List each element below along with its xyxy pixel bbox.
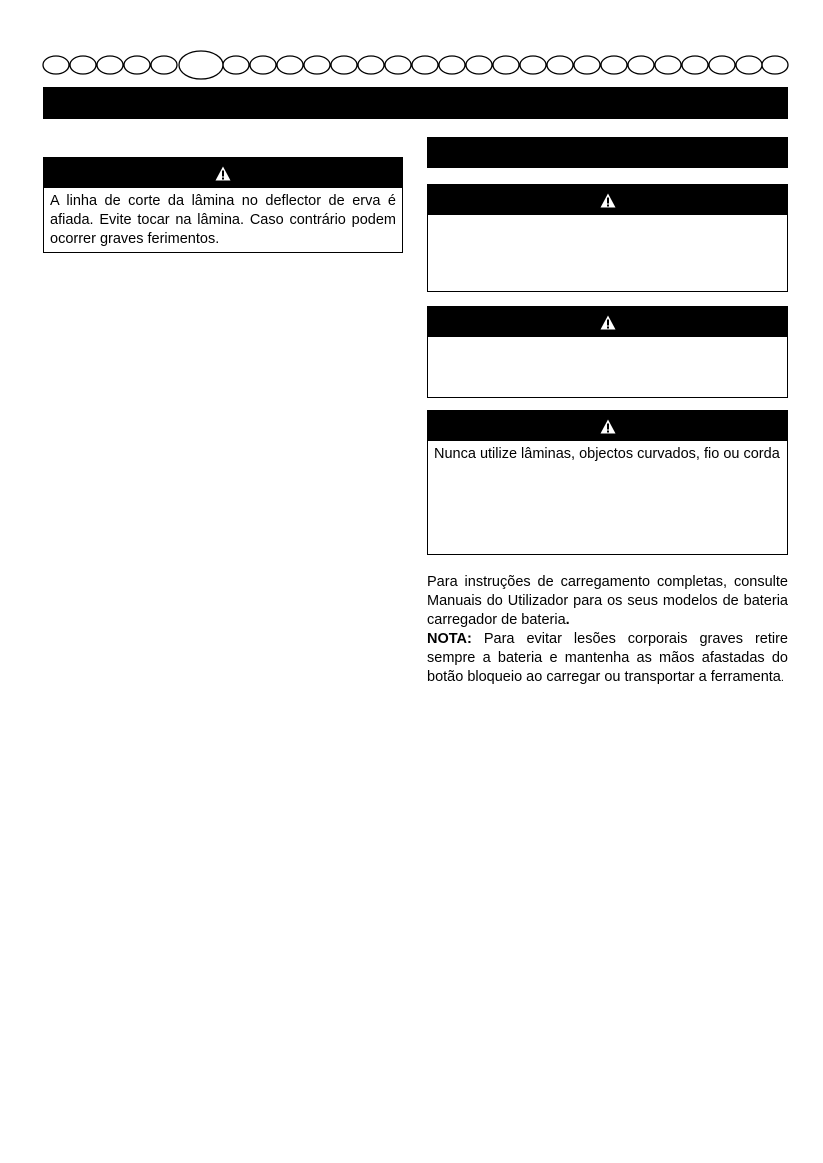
- lang-tab-20: [574, 56, 600, 74]
- charging-instructions: [427, 573, 788, 630]
- page-header-bar: [43, 87, 788, 119]
- lang-tab-16: [466, 56, 492, 74]
- lang-tab-3: [97, 56, 123, 74]
- lang-tab-7: [223, 56, 249, 74]
- warning-header: [428, 185, 787, 215]
- warning-box-2: [427, 306, 788, 398]
- note-label: NOTA:: [427, 631, 472, 647]
- warning-header: [44, 158, 402, 188]
- lang-tab-13: [385, 56, 411, 74]
- lang-tab-9: [277, 56, 303, 74]
- lang-tab-25: [709, 56, 735, 74]
- language-tab-ovals: [0, 0, 823, 90]
- instructions-text: Para instruções de carregamento completas, consulte Manuais do Utilizador para os seus modelos de bateria carregador de bateria: [427, 574, 788, 628]
- instructions-period: .: [565, 612, 570, 628]
- warning-header: [428, 307, 787, 337]
- warning-text-2: [428, 337, 787, 341]
- note-paragraph: [427, 630, 788, 688]
- lang-tab-active: [179, 51, 223, 79]
- lang-tab-19: [547, 56, 573, 74]
- warning-text-3: Nunca utilize lâminas, objectos curvados, fio ou corda: [434, 446, 780, 462]
- lang-tab-5: [151, 56, 177, 74]
- lang-tab-14: [412, 56, 438, 74]
- note-period: .: [780, 672, 784, 684]
- lang-tab-23: [655, 56, 681, 74]
- lang-tab-24: [682, 56, 708, 74]
- lang-tab-11: [331, 56, 357, 74]
- warning-box-blade: [43, 157, 403, 253]
- lang-tab-15: [439, 56, 465, 74]
- language-tabs: [0, 0, 823, 90]
- warning-text-1: [428, 215, 787, 219]
- lang-tab-2: [70, 56, 96, 74]
- lang-tab-8: [250, 56, 276, 74]
- note-text: Para evitar lesões corporais graves retire sempre a bateria e mantenha as mãos afastadas do botão bloqueio ao carregar ou transportar a ferramenta: [427, 631, 788, 685]
- warning-triangle-icon: [600, 419, 616, 434]
- warning-text-blade: A linha de corte da lâmina no deflector de erva é afiada. Evite tocar na lâmina. Caso contrário podem ocorrer graves ferimentos.: [50, 193, 396, 247]
- warning-box-1: [427, 184, 788, 292]
- lang-tab-22: [628, 56, 654, 74]
- lang-tab-12: [358, 56, 384, 74]
- warning-box-3: [427, 410, 788, 555]
- lang-tab-1: [43, 56, 69, 74]
- warning-header: [428, 411, 787, 441]
- lang-tab-21: [601, 56, 627, 74]
- warning-triangle-icon: [215, 166, 231, 181]
- lang-tab-27: [762, 56, 788, 74]
- lang-tab-26: [736, 56, 762, 74]
- lang-tab-4: [124, 56, 150, 74]
- section-header-bar: [427, 137, 788, 168]
- lang-tab-18: [520, 56, 546, 74]
- lang-tab-10: [304, 56, 330, 74]
- lang-tab-17: [493, 56, 519, 74]
- warning-triangle-icon: [600, 193, 616, 208]
- warning-triangle-icon: [600, 315, 616, 330]
